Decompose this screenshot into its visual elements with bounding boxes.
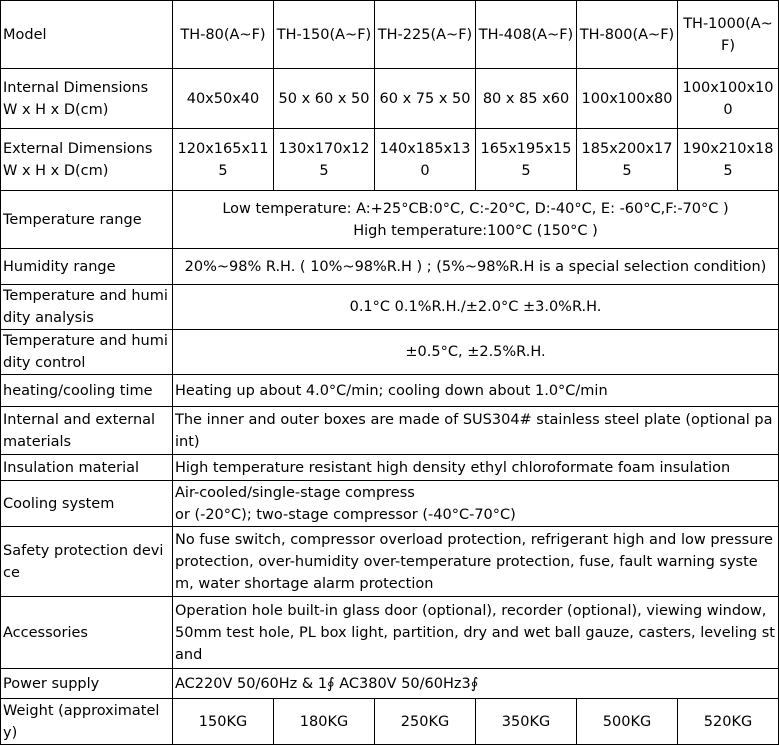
internal-dimensions-value: 100x100x80 (577, 69, 678, 129)
row-external-dimensions (1, 129, 779, 191)
materials-value: The inner and outer boxes are made of SUS304# stainless steel plate (optional paint) (173, 407, 779, 455)
heating-cooling-value: Heating up about 4.0°C/min; cooling down about 1.0°C/min (173, 375, 779, 407)
model-th-800: TH-800(A~F) (577, 1, 678, 69)
weight-value: 250KG (375, 699, 476, 745)
power-label: Power supply (1, 669, 173, 699)
cooling-system-label: Cooling system (1, 481, 173, 527)
row-humidity-range (1, 249, 779, 285)
row-control (1, 330, 779, 375)
internal-dimensions-value: 60 x 75 x 50 (375, 69, 476, 129)
humidity-range-value: 20%~98% R.H. ( 10%~98%R.H ) ; (5%~98%R.H is a special selection condition) (173, 249, 779, 285)
weight-value: 150KG (173, 699, 274, 745)
temperature-range-low: Low temperature: A:+25°CB:0°C, C:-20°C, D:-40°C, E: -60°C,F:-70°C ) (222, 200, 729, 217)
external-dimensions-label-line1: External Dimensions (3, 140, 153, 157)
model-label: Model (1, 1, 173, 69)
insulation-value: High temperature resistant high density ethyl chloroformate foam insulation (173, 455, 779, 481)
cooling-system-value (173, 481, 779, 527)
internal-dimensions-label-line2: W x H x D(cm) (3, 101, 109, 118)
cooling-system-line2: or (-20°C); two-stage compressor (-40°C-70°C) (175, 506, 516, 523)
external-dimensions-value: 140x185x130 (375, 129, 476, 191)
analysis-label: Temperature and humidity analysis (1, 285, 173, 330)
temperature-range-value (173, 191, 779, 249)
external-dimensions-value: 185x200x175 (577, 129, 678, 191)
heating-cooling-label: heating/cooling time (1, 375, 173, 407)
row-power (1, 669, 779, 699)
row-temperature-range (1, 191, 779, 249)
model-th-80: TH-80(A~F) (173, 1, 274, 69)
materials-label: Internal and external materials (1, 407, 173, 455)
external-dimensions-label-line2: W x H x D(cm) (3, 162, 109, 179)
internal-dimensions-value: 80 x 85 x60 (476, 69, 577, 129)
analysis-value: 0.1°C 0.1%R.H./±2.0°C ±3.0%R.H. (173, 285, 779, 330)
accessories-value: Operation hole built-in glass door (optional), recorder (optional), viewing window, 50mm test hole, PL box light, partition, dry and wet ball gauze, casters, leveling stand (173, 597, 779, 669)
row-heating-cooling (1, 375, 779, 407)
temperature-range-label: Temperature range (1, 191, 173, 249)
power-value: AC220V 50/60Hz & 1∮ AC380V 50/60Hz3∮ (173, 669, 779, 699)
external-dimensions-label (1, 129, 173, 191)
control-label: Temperature and humidity control (1, 330, 173, 375)
accessories-label: Accessories (1, 597, 173, 669)
external-dimensions-value: 165x195x155 (476, 129, 577, 191)
row-accessories (1, 597, 779, 669)
internal-dimensions-value: 40x50x40 (173, 69, 274, 129)
row-insulation (1, 455, 779, 481)
weight-value: 520KG (678, 699, 779, 745)
safety-value: No fuse switch, compressor overload protection, refrigerant high and low pressure protection, over-humidity over-temperature protection, fuse, fault warning system, water shortage alarm protection (173, 527, 779, 597)
row-materials (1, 407, 779, 455)
safety-label: Safety protection device (1, 527, 173, 597)
model-th-408: TH-408(A~F) (476, 1, 577, 69)
row-weight (1, 699, 779, 745)
row-cooling-system (1, 481, 779, 527)
control-value: ±0.5°C, ±2.5%R.H. (173, 330, 779, 375)
external-dimensions-value: 130x170x125 (274, 129, 375, 191)
row-analysis (1, 285, 779, 330)
row-model (1, 1, 779, 69)
internal-dimensions-value: 100x100x100 (678, 69, 779, 129)
external-dimensions-value: 190x210x185 (678, 129, 779, 191)
weight-label: Weight (approximately) (1, 699, 173, 745)
weight-value: 350KG (476, 699, 577, 745)
row-internal-dimensions (1, 69, 779, 129)
internal-dimensions-value: 50 x 60 x 50 (274, 69, 375, 129)
weight-value: 500KG (577, 699, 678, 745)
row-safety (1, 527, 779, 597)
model-th-150: TH-150(A~F) (274, 1, 375, 69)
weight-value: 180KG (274, 699, 375, 745)
cooling-system-line1: Air-cooled/single-stage compress (175, 484, 415, 501)
humidity-range-label: Humidity range (1, 249, 173, 285)
model-th-225: TH-225(A~F) (375, 1, 476, 69)
model-th-1000: TH-1000(A~F) (678, 1, 779, 69)
temperature-range-high: High temperature:100°C (150°C ) (353, 222, 598, 239)
internal-dimensions-label-line1: Internal Dimensions (3, 79, 149, 96)
internal-dimensions-label (1, 69, 173, 129)
insulation-label: Insulation material (1, 455, 173, 481)
external-dimensions-value: 120x165x115 (173, 129, 274, 191)
